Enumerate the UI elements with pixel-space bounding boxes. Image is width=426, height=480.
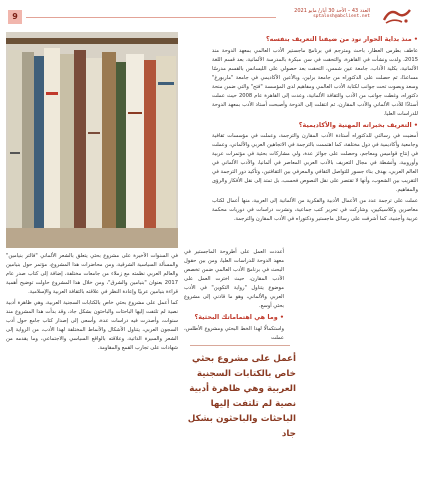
header-divider [26,17,276,18]
bookshelf-photo [6,32,178,248]
paragraph: في السنوات الأخيرة على مشروع بحثي يتعلق بالشعر الألماني "فالتر بنيامين" والمسألة السياسية الشرقية، ومن محاضرات هذا المشروع، مؤتمر حول بنيامين والعالم العربي نظمته مع زملاء من جامعات مختلفة، إضافة إلى كتاب صدر عام 2017 بعنوان "بنيامين والشرق"، ومن خلال هذا المشروع حاولت توضيح أهمية قراءة بنيامين عربيًا وإعادة النظر في علاقته بالثقافة العربية والإسلامية. [6,253,178,295]
paragraph: أعددت العمل على أطروحة الماجستير في معهد الدوحة للدراسات العليا، ومن بين حقول البحث في برنامج الأدب العالمي ضمن تخصص الأدب المقارن، حيث اخترت العمل على موضوع يتناول "رواية التكوين" في الأدب العربي والألماني، وهو ما قادني إلى مشروع بحثي أوسع. [184,249,284,309]
page-header [0,0,426,30]
question-text: التعريف بخبراته المهنية والأكاديمية؟ [298,120,412,129]
question-text: وما هي اهتماماتك البحثية؟ [194,313,278,321]
pull-quote: أعمل على مشروع بحثي خاص بالكتابات السجنية العربية وهي ظاهرة أدبية نصية لم تلتفت إليها الباحثات والباحثون بشكل جاد [187,354,296,439]
paragraph: واستكمالًا لهذا الخط البحثي ومشروع الأطلس، عملت [184,325,284,341]
question-heading: • التعريف بخبراته المهنية والأكاديمية؟ [298,120,418,129]
left-column [6,252,178,474]
middle-column [184,248,284,345]
pull-quote-divider [190,345,290,346]
issue-line: العدد 43 – الأحد 30 أيار/ مايو 2021 [294,8,370,14]
paragraph: عاطف بطرس العطار، باحث ومترجم في برنامج ماجستير الأدب العالمي بمعهد الدوحة منذ 2015، ولدت ونشأت في القاهرة، والتحقت في سن مبكرة بالمدرسة الألمانية، بعد قسم اللغة الألمانية، بكلية الآداب، جامعة عين شمس، التحقت بعد حصولي على الليسانس بالقسم مدرسًا مساعدًا، ثم حصلت على الدكتوراه من جامعة برلين، وبالأعين الأكاديمي في جامعة "ماربورغ" وسعد وبصوت تحت جوانب لكتابة الأدب العالمي ومفاهيم لدى المؤسسة "فتح" والتي ضمن منحة دكتوراه، وغطت جوانب من الأدب والثقافة الألمانية، وعدت إلى القاهرة عام 2008 حيث عملت أستاذًا للأدب الألماني والأدب المقارن، ثم انتقلت إلى الدوحة وأصبحت أستاذ الأدب بمعهد الدوحة للدراسات العليا. [212,47,418,117]
header-email: sptalosh@abclient.net [313,14,370,19]
paragraph: عملت على ترجمة عدد من الأعمال الأدبية والفكرية من الألمانية إلى العربية، منها أعمال لكتاب معاصرين وكلاسيكيين، وشاركت في تحرير كتب جماعية، ونشرت دراسات في دوريات محكمة عربية وأجنبية، كما أشرفت على رسائل ماجستير ودكتوراه في الأدب المقارن والترجمة. [212,198,418,222]
page-number: 9 [8,10,22,24]
question-heading: • وما هي اهتماماتك البحثية؟ [194,313,284,321]
paragraph: أمضيت في رسالتي للدكتوراه أستاذة الأدب المقارن والترجمة، وعملت في مؤسسات ثقافية وجامعية وأكاديمية في دول مختلفة، كما اهتممت بالترجمة في الاتجاهين العربي والألماني، وعملت في إنتاج قواميس ومعاجم، وحصلت على جوائز عدة، ولي مشاركات بحثية في مؤتمرات عربية وأوروبية، وأنشطة في مجال التعريف بالأدب العربي المعاصر في ألمانيا، والأدب الألماني في العالم العربي، بهدف بناء جسور للتواصل الثقافي والمعرفي بين الثقافتين، وتأكيد دور الترجمة في التقريب بين الشعوب، وأنها لا تقتصر على نقل النصوص فحسب، بل تمتد إلى نقل الأفكار والرؤى والمفاهيم. [212,133,418,193]
bookshelf-image [6,32,178,248]
question-heading: • منذ بداية الحوار نود من ضيفنا التعريف بنفسه؟ [265,35,418,43]
paragraph: كما أعمل على مشروع بحثي خاص بالكتابات السجنية العربية، وهي ظاهرة أدبية نصية لم تلتفت إليها الباحثات والباحثون بشكل جاد، وقد بدأت هذا المشروع منذ سنوات، وأصدرت فيه دراسات عدة، وأسعى إلى إصدار كتاب جامع حول أدب السجون العربي، يتناول الأشكال والأنماط المختلفة لهذا الأدب، من الرواية إلى الشعر والسيرة الذاتية، وعلاقته بالواقع السياسي والاجتماعي، وما يقدمه من شهادات على تجارب القمع والمقاومة. [6,300,178,351]
header-info [260,8,370,19]
question-text: منذ بداية الحوار نود من ضيفنا التعريف بنفسه؟ [265,35,412,43]
newspaper-logo [380,6,412,26]
